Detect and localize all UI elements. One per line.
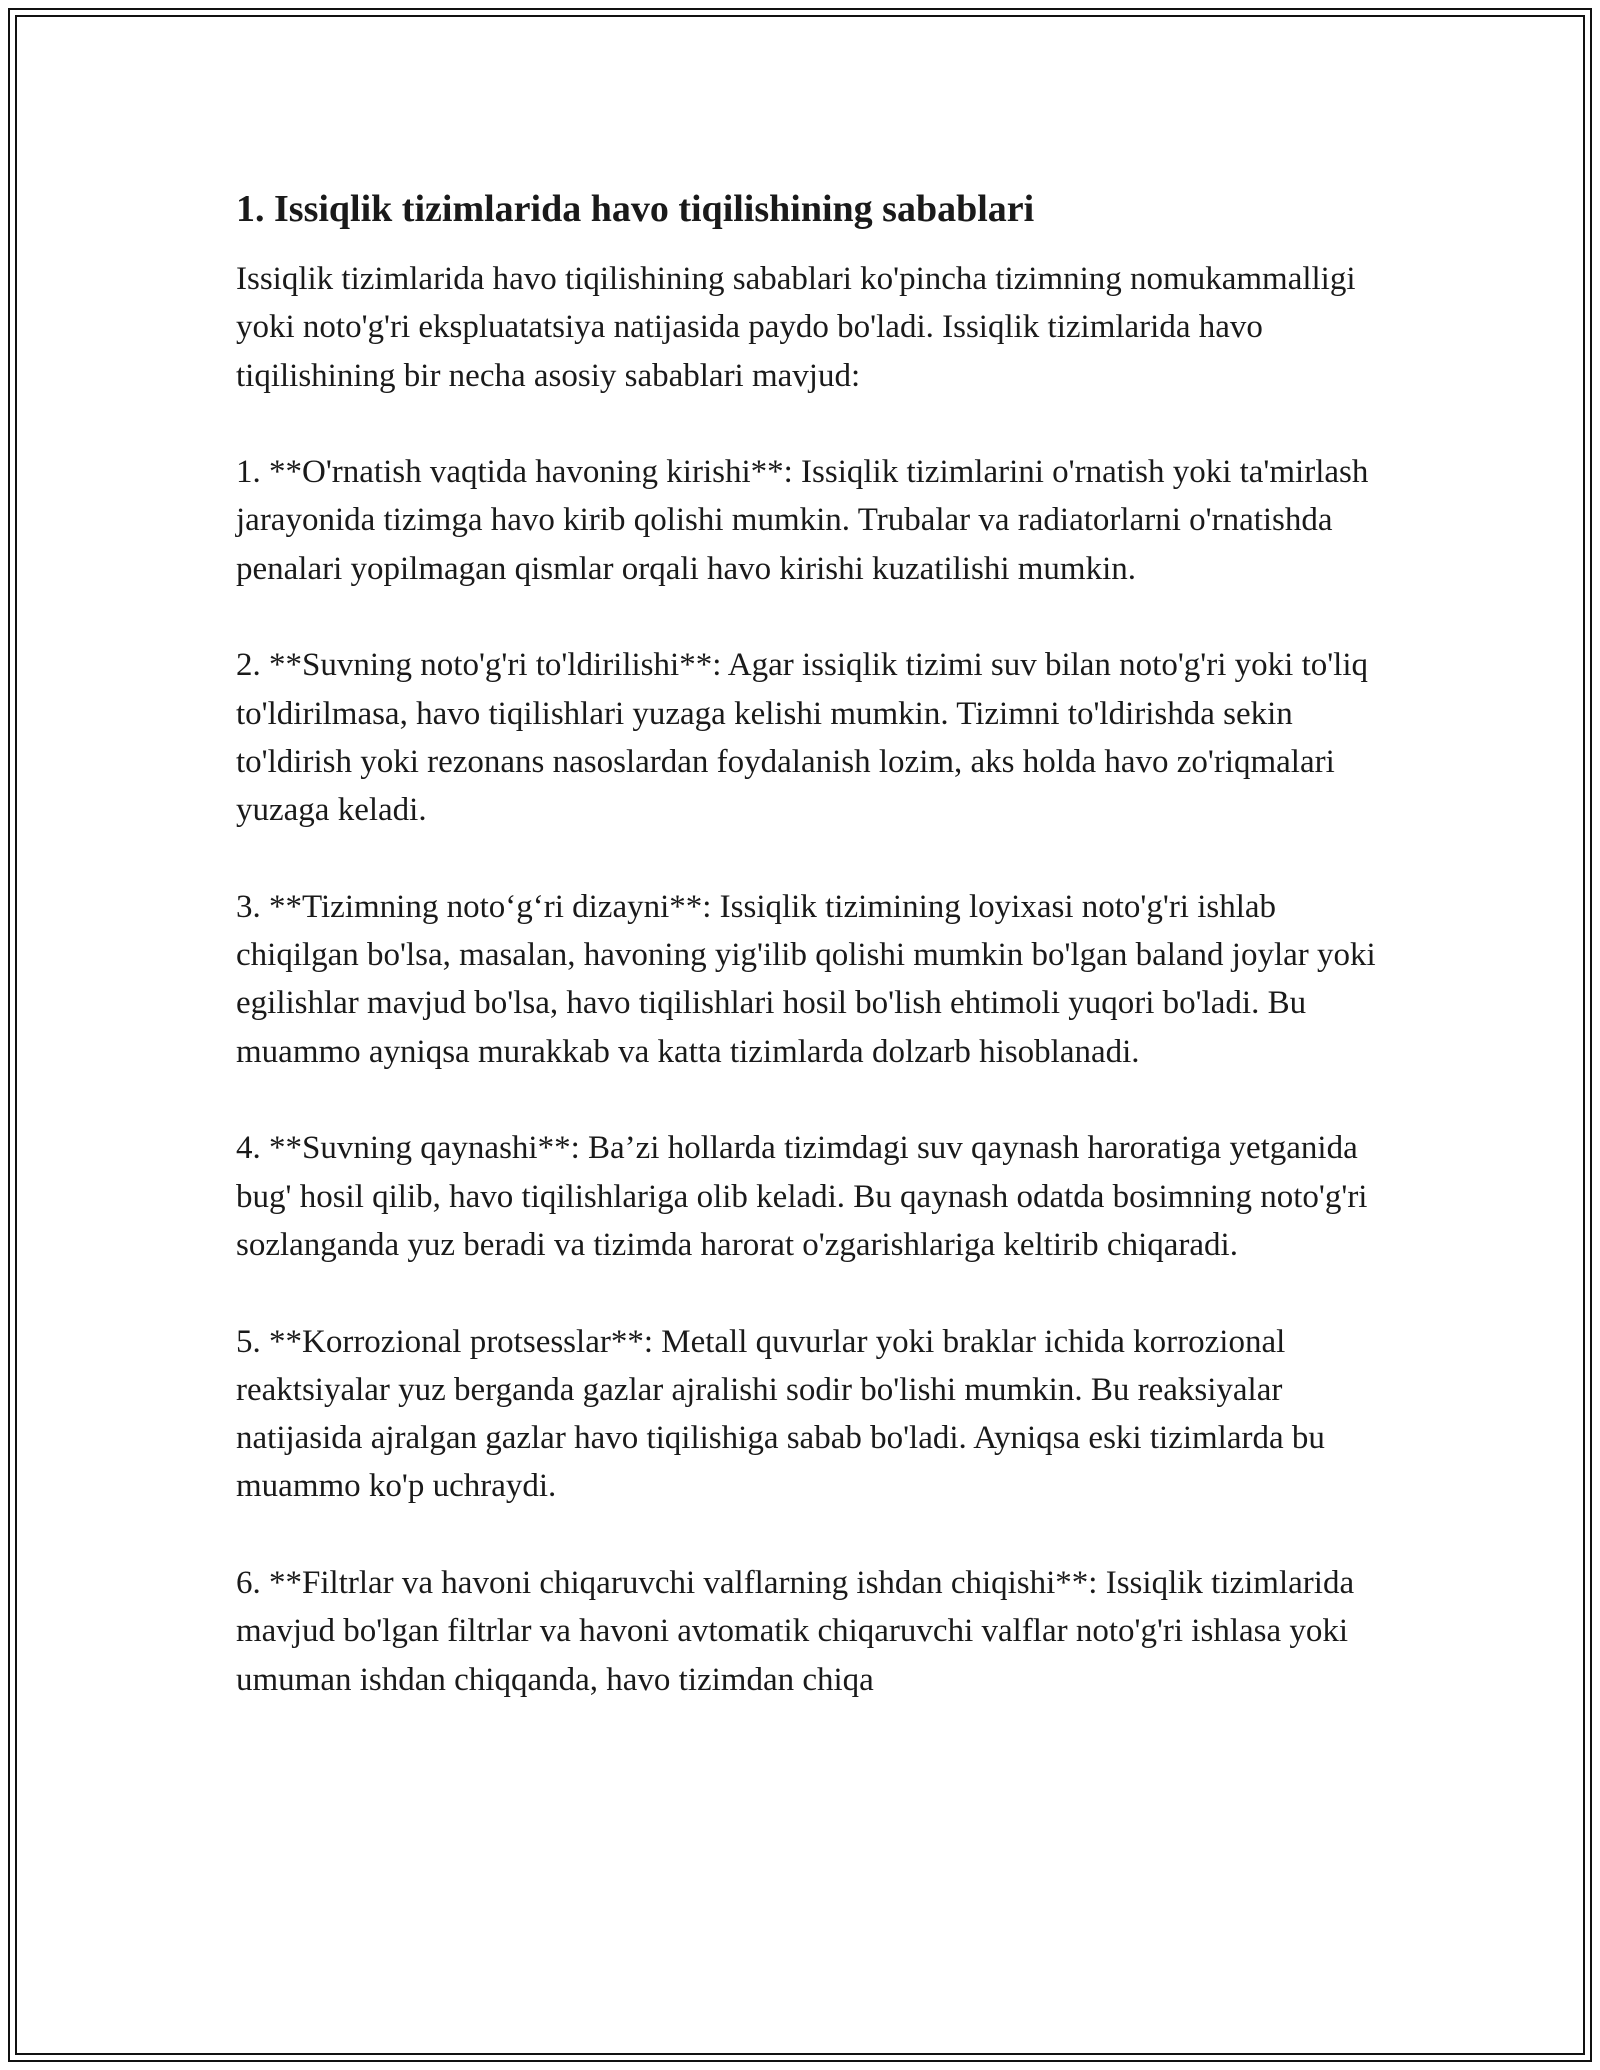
cause-1-paragraph: 1. **O'rnatish vaqtida havoning kirishi**: Issiqlik tizimlarini o'rnatish yoki ta'mirlash jarayonida tizimga havo kirib qolishi mumkin. Trubalar va radiatorlarni o'rnatishda penalari yopilmagan qismlar orqali havo kirishi kuzatilishi mumkin. (236, 454, 1369, 587)
intro-paragraph: Issiqlik tizimlarida havo tiqilishining sabablari ko'pincha tizimning nomukammalligi yoki noto'g'ri ekspluatatsiya natijasida paydo bo'ladi. Issiqlik tizimlarida havo tiqilishining bir necha asosiy sabablari mavjud: (236, 261, 1356, 394)
cause-4-paragraph: 4. **Suvning qaynashi**: Ba’zi hollarda tizimdagi suv qaynash haroratiga yetganida bug' hosil qilib, havo tiqilishlariga olib keladi. Bu qaynash odatda bosimning noto'g'ri sozlanganda yuz beradi va tizimda harorat o'zgarishlariga keltirib chiqaradi. (236, 1130, 1368, 1263)
section-heading: 1. Issiqlik tizimlarida havo tiqilishining sabablari (236, 188, 1035, 230)
cause-3-paragraph: 3. **Tizimning noto‘g‘ri dizayni**: Issiqlik tizimining loyixasi noto'g'ri ishlab chiqilgan bo'lsa, masalan, havoning yig'ilib qolishi mumkin bo'lgan baland joylar yoki egilishlar mavjud bo'lsa, havo tiqilishlari hosil bo'lish ehtimoli yuqori bo'ladi. Bu muammo ayniqsa murakkab va katta tizimlarda dolzarb hisoblanadi. (236, 888, 1376, 1070)
cause-5-paragraph: 5. **Korrozional protsesslar**: Metall quvurlar yoki braklar ichida korrozional reaktsiyalar yuz berganda gazlar ajralishi sodir bo'lishi mumkin. Bu reaksiyalar natijasida ajralgan gazlar havo tiqilishiga sabab bo'ladi. Ayniqsa eski tizimlarda bu muammo ko'p uchraydi. (236, 1323, 1325, 1505)
document-body (236, 185, 1376, 1704)
cause-2-paragraph: 2. **Suvning noto'g'ri to'ldirilishi**: Agar issiqlik tizimi suv bilan noto'g'ri yoki to'liq to'ldirilmasa, havo tiqilishlari yuzaga kelishi mumkin. Tizimni to'ldirishda sekin to'ldirish yoki rezonans nasoslardan foydalanish lozim, aks holda havo zo'riqmalari yuzaga keladi. (236, 647, 1369, 829)
cause-6-paragraph: 6. **Filtrlar va havoni chiqaruvchi valflarning ishdan chiqishi**: Issiqlik tizimlarida mavjud bo'lgan filtrlar va havoni avtomatik chiqaruvchi valflar noto'g'ri ishlasa yoki umuman ishdan chiqqanda, havo tizimdan chiqa (236, 1565, 1355, 1698)
